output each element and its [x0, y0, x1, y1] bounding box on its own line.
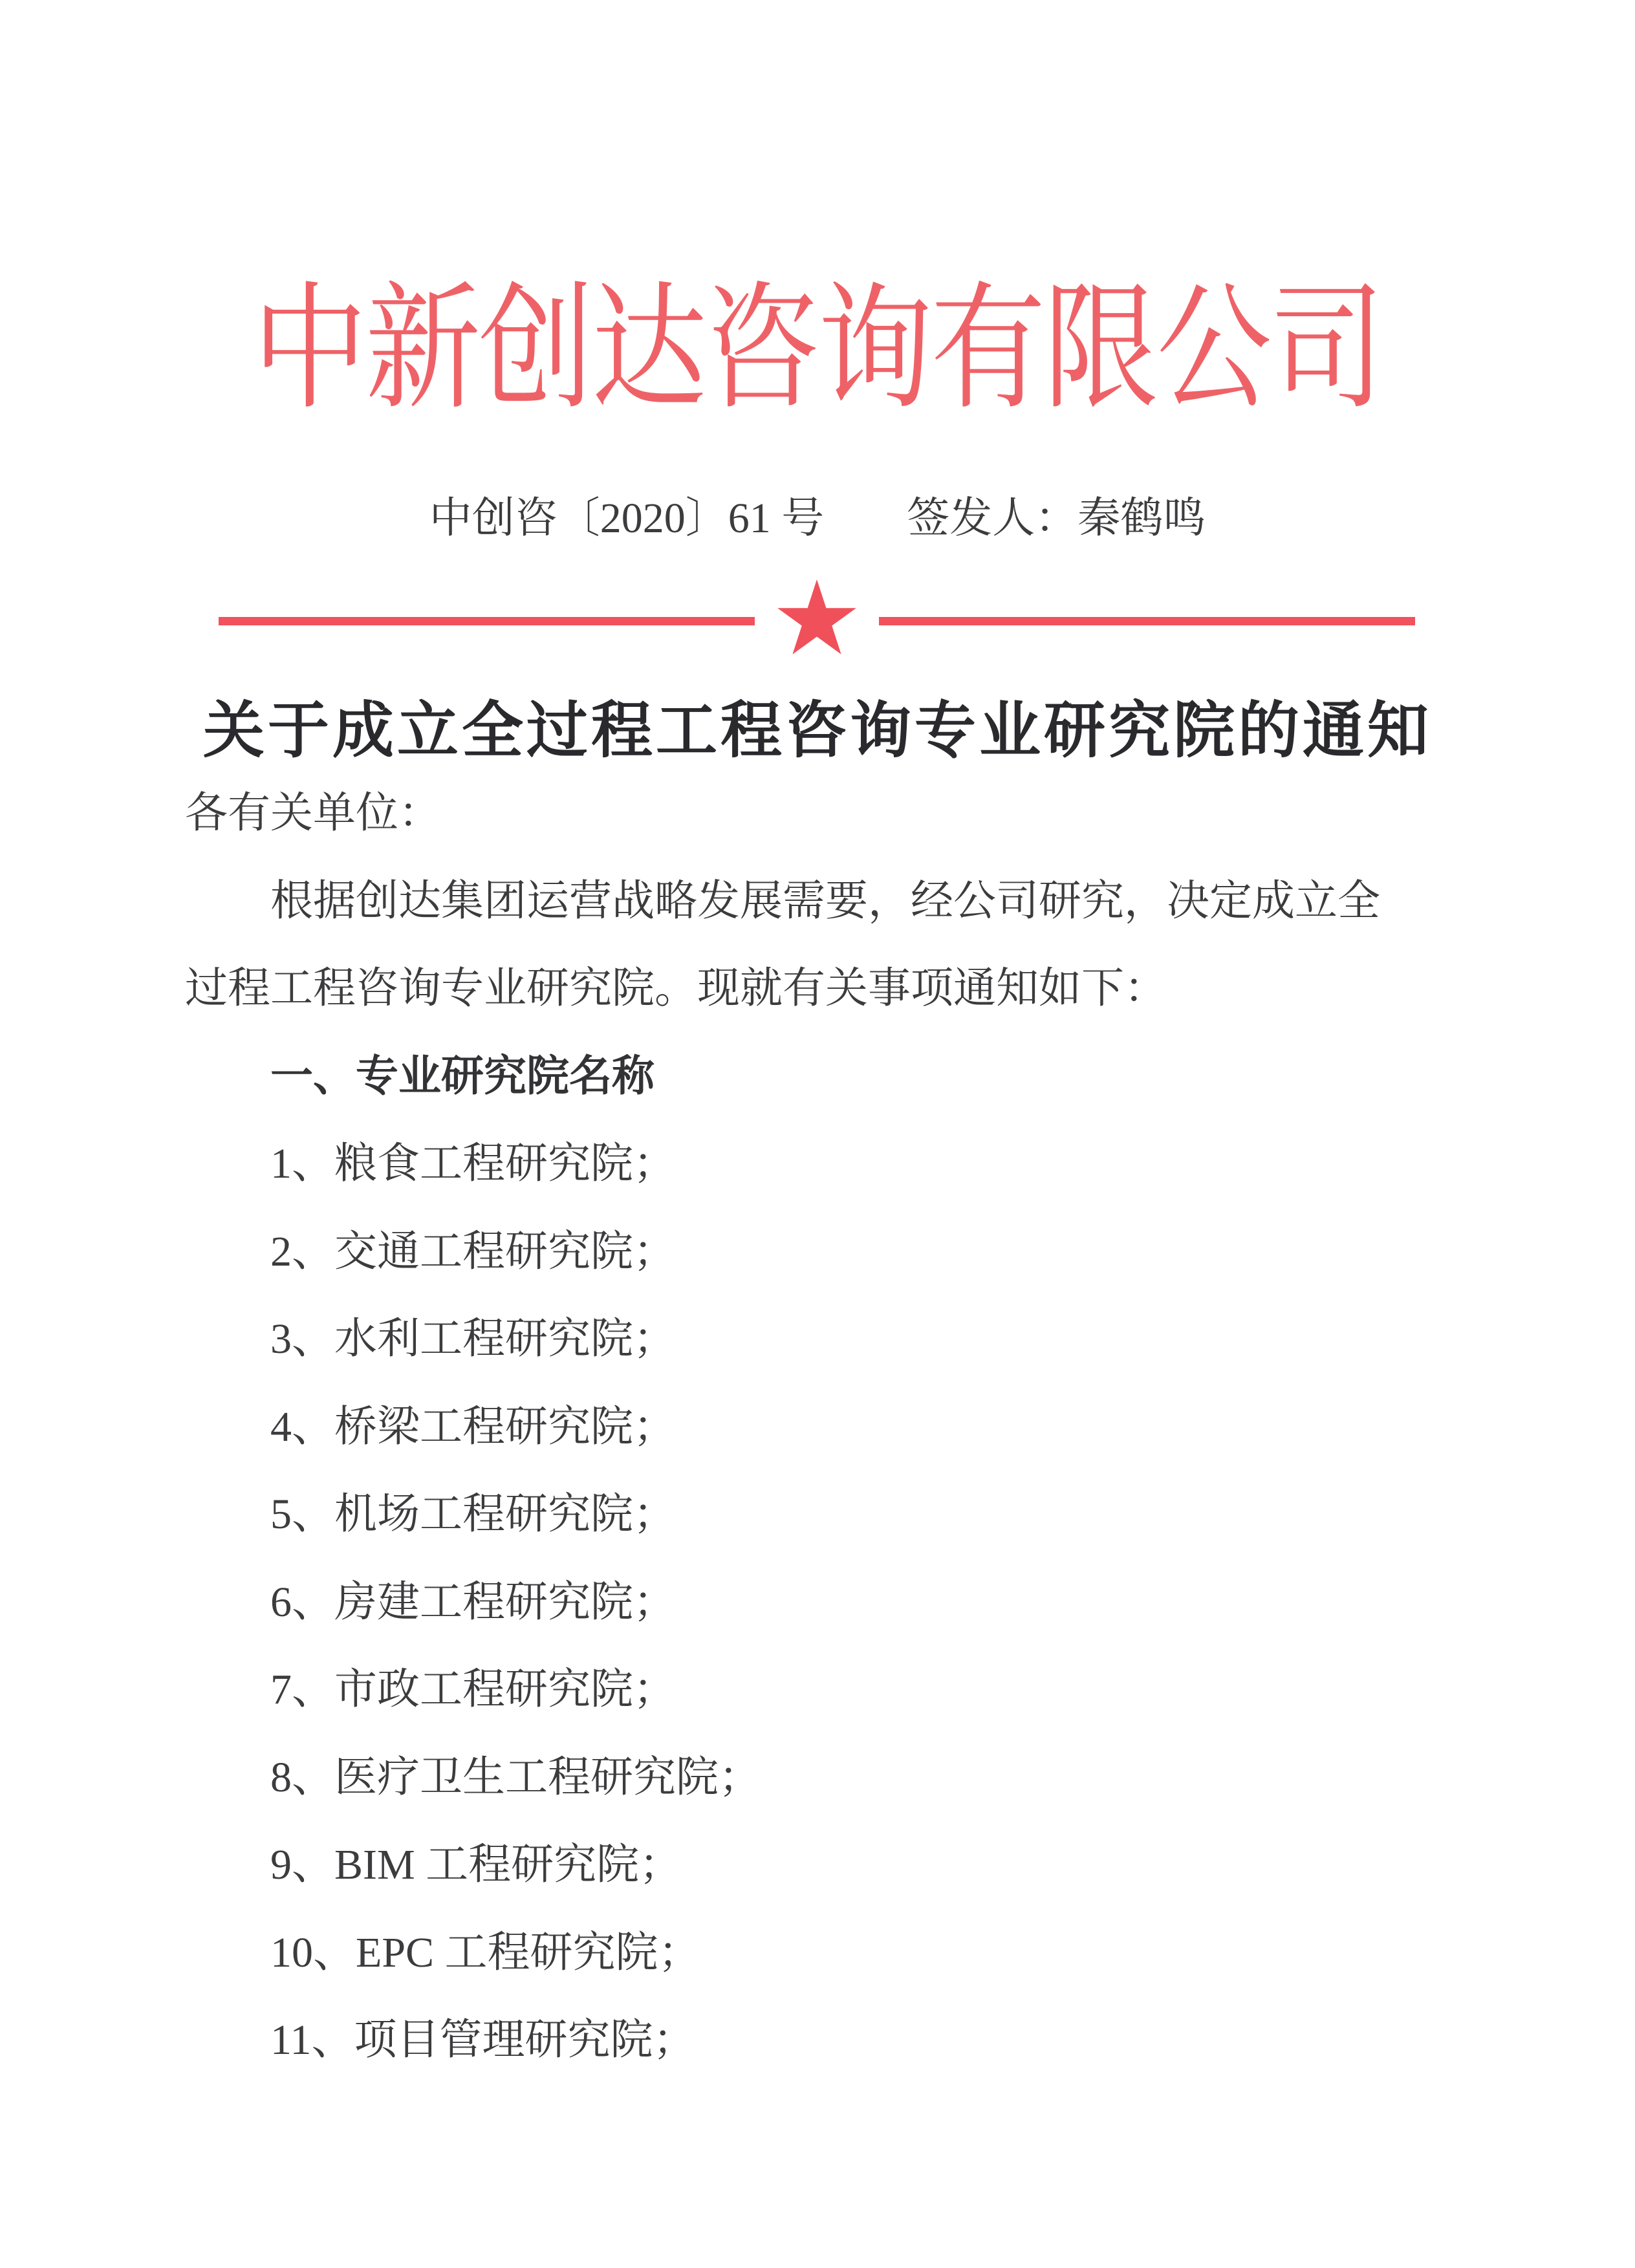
list-item: 4、桥梁工程研究院； [270, 1403, 676, 1451]
section-heading: 一、专业研究院名称 [270, 1052, 655, 1100]
list-item: 9、BIM 工程研究院； [270, 1841, 682, 1888]
list-item: 6、房建工程研究院； [270, 1578, 676, 1626]
list-item: 5、机场工程研究院； [270, 1491, 676, 1538]
letterhead-divider [219, 579, 1415, 663]
issuer-name: 签发人：秦鹤鸣 [907, 495, 1206, 542]
doc-meta-row [0, 495, 1635, 542]
paragraph-line-1: 根据创达集团运营战略发展需要，经公司研究，决定成立全 [270, 877, 1380, 925]
notice-title: 关于成立全过程工程咨询专业研究院的通知 [202, 697, 1432, 765]
list-item: 2、交通工程研究院； [270, 1227, 676, 1275]
paragraph-line-2: 过程工程咨询专业研究院。现就有关事项通知如下： [185, 965, 1167, 1012]
notice-body [185, 770, 1450, 2084]
salutation: 各有关单位： [185, 790, 441, 837]
company-letterhead: 中新创达咨询有限公司 [252, 274, 1383, 426]
list-item: 7、市政工程研究院； [270, 1666, 676, 1713]
list-item: 8、医疗卫生工程研究院； [270, 1753, 761, 1801]
list-item: 11、项目管理研究院； [270, 2016, 696, 2064]
list-item: 1、粮食工程研究院； [270, 1140, 676, 1187]
list-item: 3、水利工程研究院； [270, 1315, 676, 1363]
divider-line-left [219, 617, 755, 625]
red-star-icon [775, 579, 858, 662]
doc-number: 中创咨〔2020〕61 号 [429, 495, 825, 542]
divider-line-right [879, 617, 1415, 625]
list-item: 10、EPC 工程研究院； [270, 1928, 701, 1976]
